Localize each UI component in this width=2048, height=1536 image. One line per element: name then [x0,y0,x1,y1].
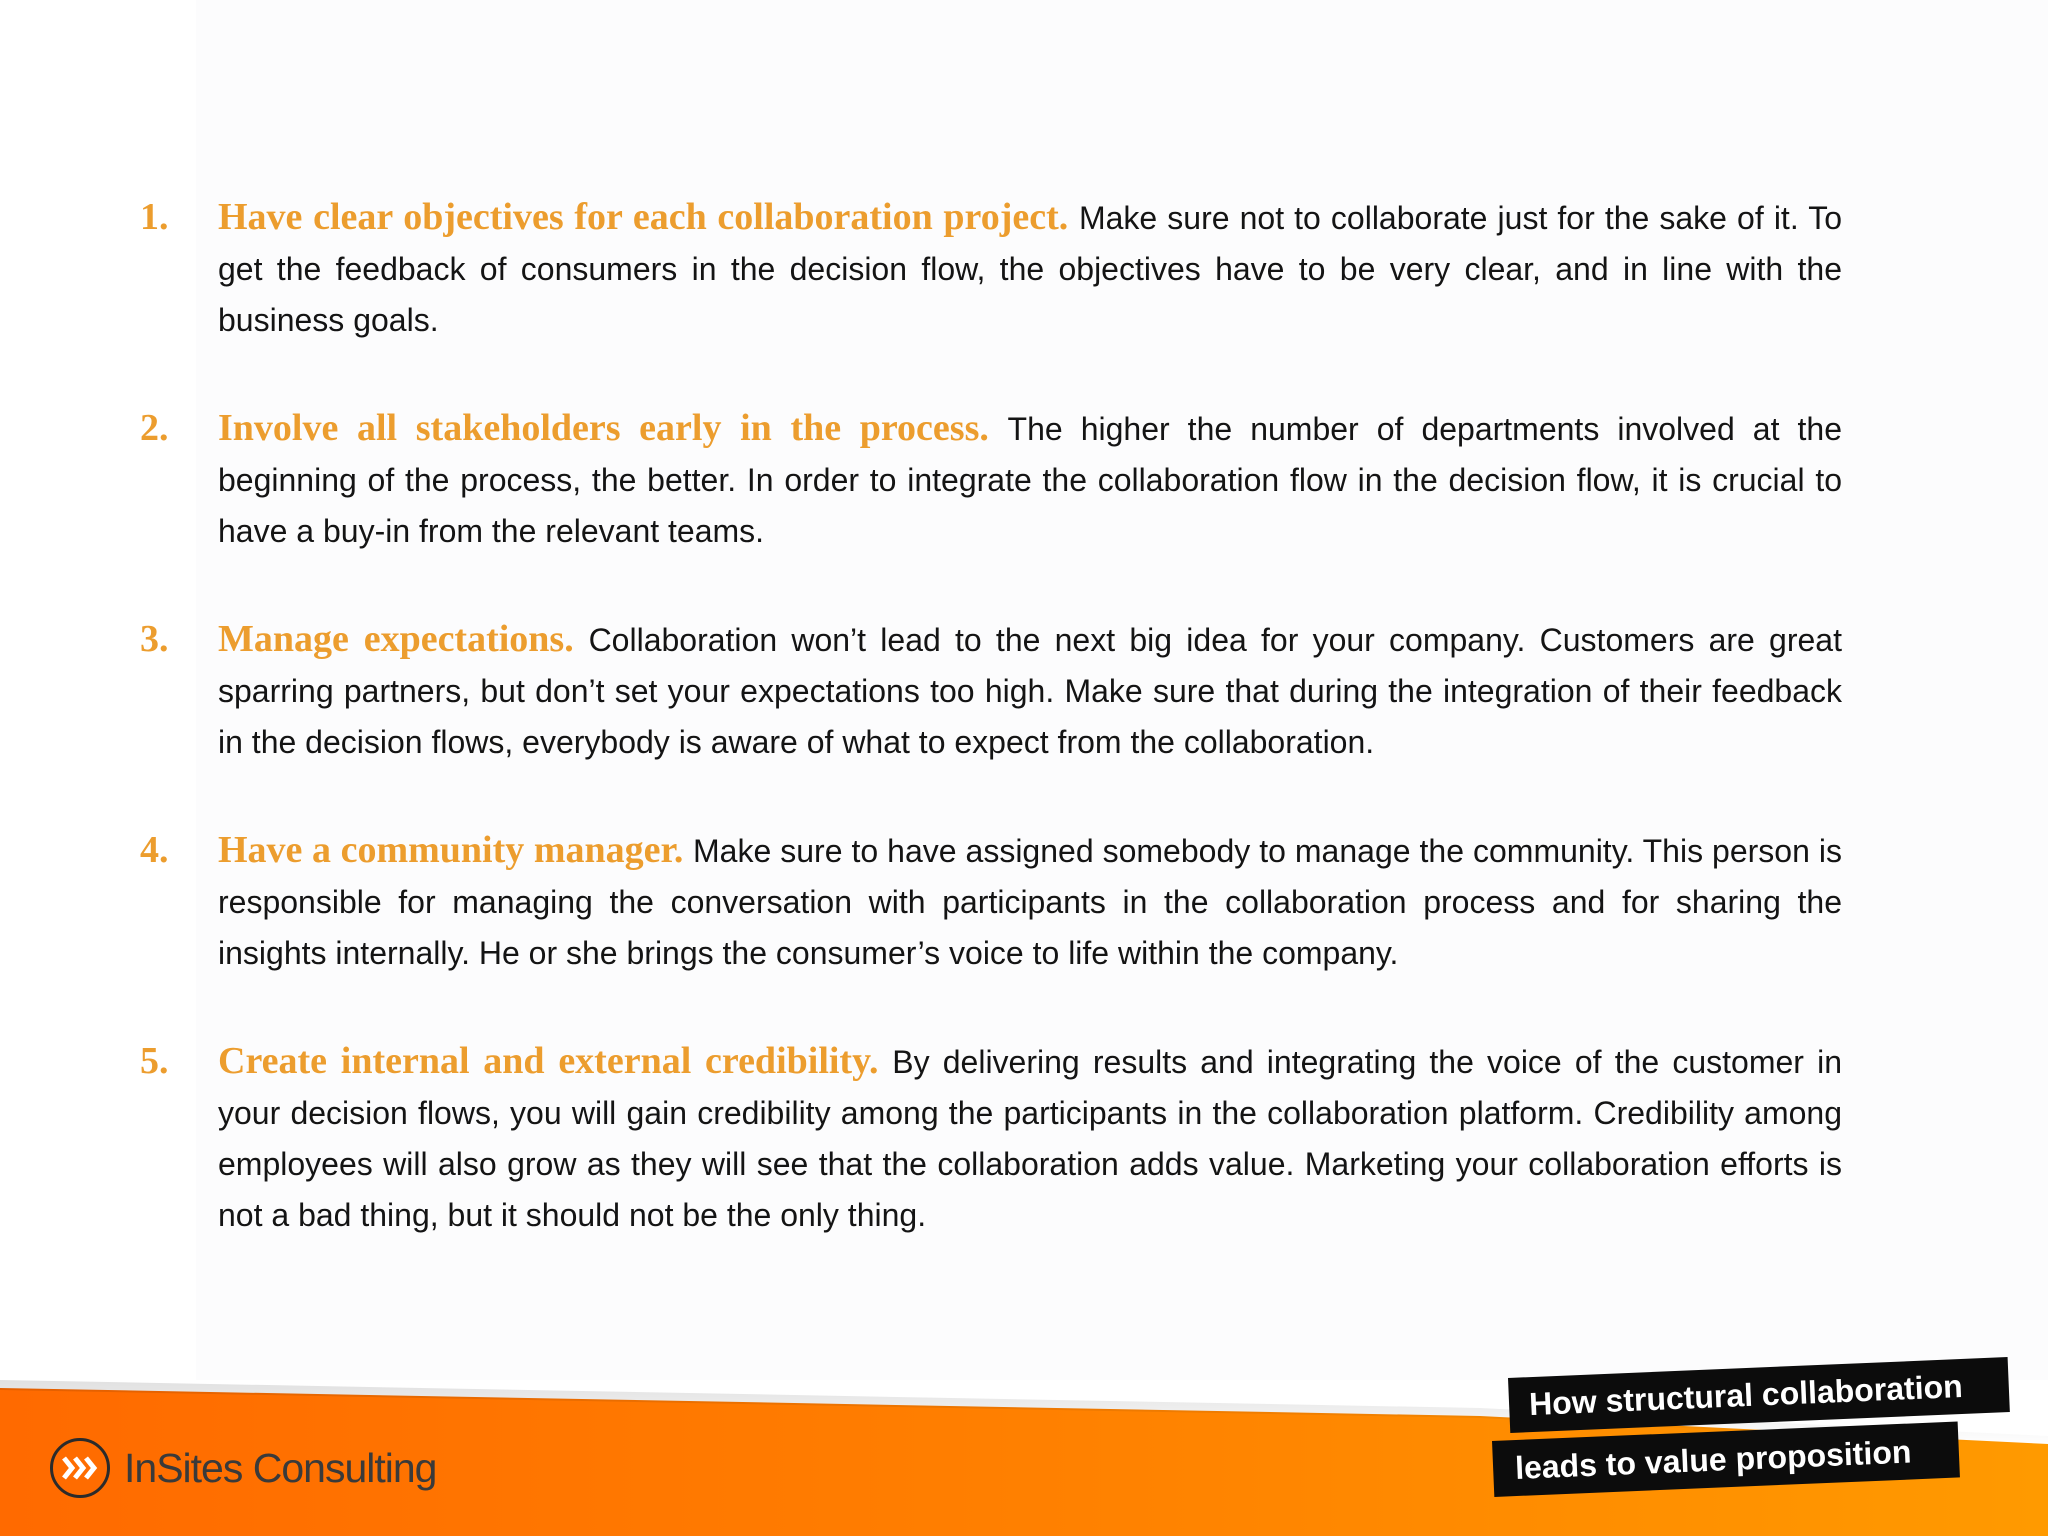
tip-body: By delivering results and integrating the voice of the customer in your decision flows, you will gain credibility among the participants in the collaboration platform. Credibility among employees will also grow as they will see that the collaboration adds value. Marketing your collaboration efforts is not a bad thing, but it should not be the only thing. [218,1044,1842,1233]
tip-heading: Have clear objectives for each collaboration project. [218,196,1079,238]
tip-heading: Create internal and external credibility. [218,1040,893,1082]
tips-list [140,192,1842,1298]
insites-logo [50,1436,436,1500]
tip-item [140,1036,1842,1241]
tip-item [140,825,1842,979]
tip-heading: Have a community manager. [218,829,693,871]
logo-text: InSites Consulting [124,1444,437,1491]
tagline-line-1: How structural collaboration [1508,1357,2010,1433]
tip-body: Collaboration won’t lead to the next big idea for your company. Customers are great sparring partners, but don’t set your expectations too high. Make sure that during the integration of their feedback in the decision flows, everybody is aware of what to expect from the collaboration. [218,622,1842,760]
tip-heading: Involve all stakeholders early in the process. [218,407,1008,449]
tip-number: 3. [140,618,169,660]
tip-body: The higher the number of departments involved at the beginning of the process, the better. In order to integrate the collaboration flow in the decision flow, it is crucial to have a buy-in from the relevant teams. [218,411,1843,549]
tip-body: Make sure to have assigned somebody to manage the community. This person is responsible for managing the conversation with participants in the collaboration process and for sharing the insights internally. He or she brings the consumer’s voice to life within the company. [218,833,1842,971]
tip-heading: Manage expectations. [218,618,589,660]
tip-item [140,192,1842,346]
tip-number: 2. [140,407,169,449]
tip-body: Make sure not to collaborate just for the sake of it. To get the feedback of consumers in the decision flow, the objectives have to be very clear, and in line with the business goals. [218,200,1842,338]
tagline-line-2: leads to value proposition [1492,1421,1960,1496]
chevrons-logo-icon [50,1438,110,1498]
tip-item [140,614,1842,768]
tip-item [140,403,1842,557]
tip-number: 1. [140,196,169,238]
tip-number: 4. [140,829,169,871]
tip-number: 5. [140,1040,169,1082]
